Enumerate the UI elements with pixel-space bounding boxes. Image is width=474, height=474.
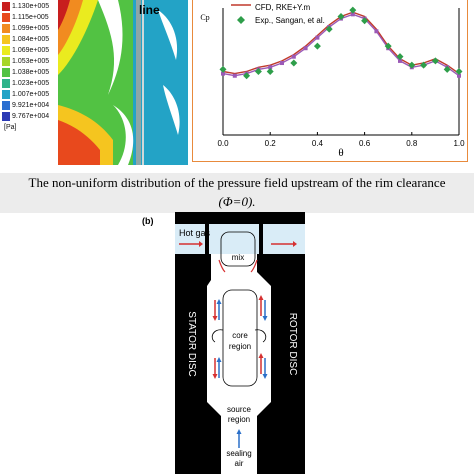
caption-line-2 [0,192,474,211]
legend-value: 1.053e+005 [12,58,50,65]
sealing-label-2: air [234,459,244,468]
rotor-blade-wall [259,224,263,254]
data-point [315,36,319,40]
legend-value: 1.084e+005 [12,36,50,43]
legend-swatch [2,79,10,88]
cp-line-chart [193,0,467,160]
x-tick-label: 0.6 [359,139,371,148]
legend-entry [2,101,49,110]
data-point [304,46,308,50]
caption-line-1: The non-uniform distribution of the pressure field upstream of the rim clearance [28,175,446,190]
data-point [374,29,378,33]
legend-marker [237,16,245,24]
core-label-2: region [228,342,252,351]
mix-label: mix [231,253,245,262]
legend-entry [2,24,49,33]
x-axis-label: θ [338,147,344,159]
rim-seal-schematic [175,212,305,474]
legend-entry [2,90,49,99]
legend-value: 9.921e+004 [12,102,50,109]
caption-line-2-text: (Φ=0). [218,194,256,209]
legend-unit: [Pa] [4,124,17,131]
stator-disc-label: STATOR DISC [186,311,197,377]
panel-b-label: (b) [142,216,154,226]
data-point [233,74,237,78]
legend-value: 1.115e+005 [12,14,49,21]
data-point [408,62,415,69]
legend-swatch [2,2,10,11]
figure-caption [0,173,474,213]
legend-label: CFD, RKE+Y.m [255,3,311,12]
data-point [290,60,297,67]
core-label-1: core [232,331,248,340]
data-point [314,43,321,50]
legend-swatch [2,13,10,22]
legend-entry [2,2,49,11]
legend-value: 1.099e+005 [12,25,50,32]
x-tick-label: 0.2 [264,139,276,148]
legend-value: 9.767e+004 [12,113,50,120]
legend-value: 1.023e+005 [12,80,50,87]
legend-swatch [2,46,10,55]
rim-line-edge [142,0,144,165]
legend-entry [2,46,49,55]
legend-label: Exp., Sangan, et al. [255,16,325,25]
x-tick-label: 0.0 [217,139,229,148]
source-label-1: source [226,405,252,414]
rim-line-marker [136,0,141,165]
legend-value: 1.007e+005 [12,91,50,98]
legend-swatch [2,24,10,33]
data-point [432,57,439,64]
sealing-label-1: sealing [226,449,252,458]
legend-swatch [2,101,10,110]
x-tick-label: 0.8 [406,139,418,148]
pressure-color-legend [0,0,58,140]
legend-value: 1.038e+005 [12,69,50,76]
legend-swatch [2,57,10,66]
cp-plot-frame [192,0,468,162]
legend-swatch [2,112,10,121]
legend-swatch [2,68,10,77]
contour-line-label: line [139,3,160,17]
legend-value: 1.130e+005 [12,3,50,10]
pressure-contour-plot [58,0,188,165]
x-tick-label: 1.0 [453,139,465,148]
contour-region-right [133,0,188,165]
legend-entry [2,57,49,66]
legend-entry [2,79,49,88]
rotor-disc-label: ROTOR DISC [287,312,298,376]
legend-entry [2,68,49,77]
legend-entry [2,13,49,22]
top-figure-panel [0,0,474,172]
source-label-2: region [227,415,251,424]
x-tick-label: 0.4 [311,139,323,148]
data-point [267,68,274,75]
legend-entry [2,112,49,121]
hot-gas-label: Hot gas [179,228,211,238]
legend-value: 1.069e+005 [12,47,50,54]
legend-entry [2,35,49,44]
legend-swatch [2,90,10,99]
data-point [292,55,296,59]
data-point [280,61,284,65]
y-axis-label: Cp [200,13,210,22]
legend-swatch [2,35,10,44]
